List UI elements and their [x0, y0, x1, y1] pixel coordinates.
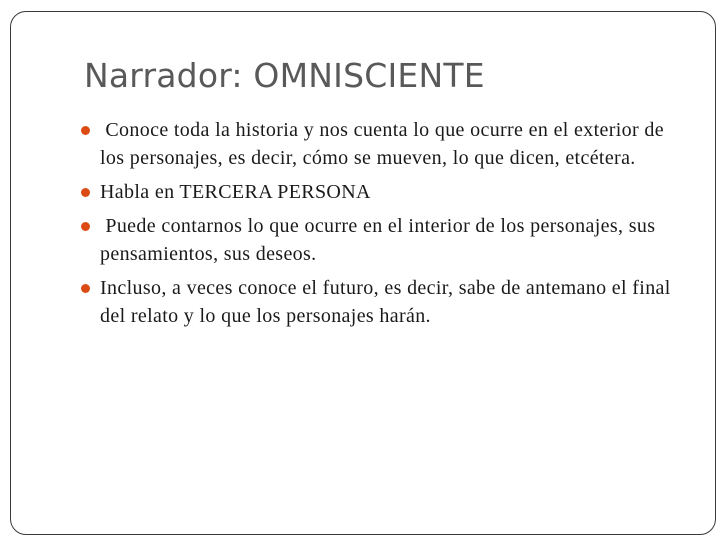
bullet-text: Puede contarnos lo que ocurre en el interior de los personajes, sus pensamientos, sus deseos.	[100, 215, 661, 265]
bullet-list	[81, 116, 691, 330]
bullet-dot-icon	[81, 126, 90, 135]
bullet-item	[81, 178, 691, 206]
bullet-item	[81, 212, 691, 268]
bullet-item	[81, 274, 691, 330]
bullet-text: Habla en TERCERA PERSONA	[100, 181, 371, 203]
bullet-text: Incluso, a veces conoce el futuro, es decir, sabe de antemano el final del relato y lo que los personajes harán.	[100, 277, 677, 327]
bullet-dot-icon	[81, 188, 90, 197]
bullet-text: Conoce toda la historia y nos cuenta lo que ocurre en el exterior de los personajes, es decir, cómo se mueven, lo que dicen, etcétera.	[100, 119, 670, 169]
bullet-dot-icon	[81, 222, 90, 231]
bullet-dot-icon	[81, 284, 90, 293]
bullet-item	[81, 116, 691, 172]
slide-title: Narrador: OMNISCIENTE	[84, 56, 485, 95]
